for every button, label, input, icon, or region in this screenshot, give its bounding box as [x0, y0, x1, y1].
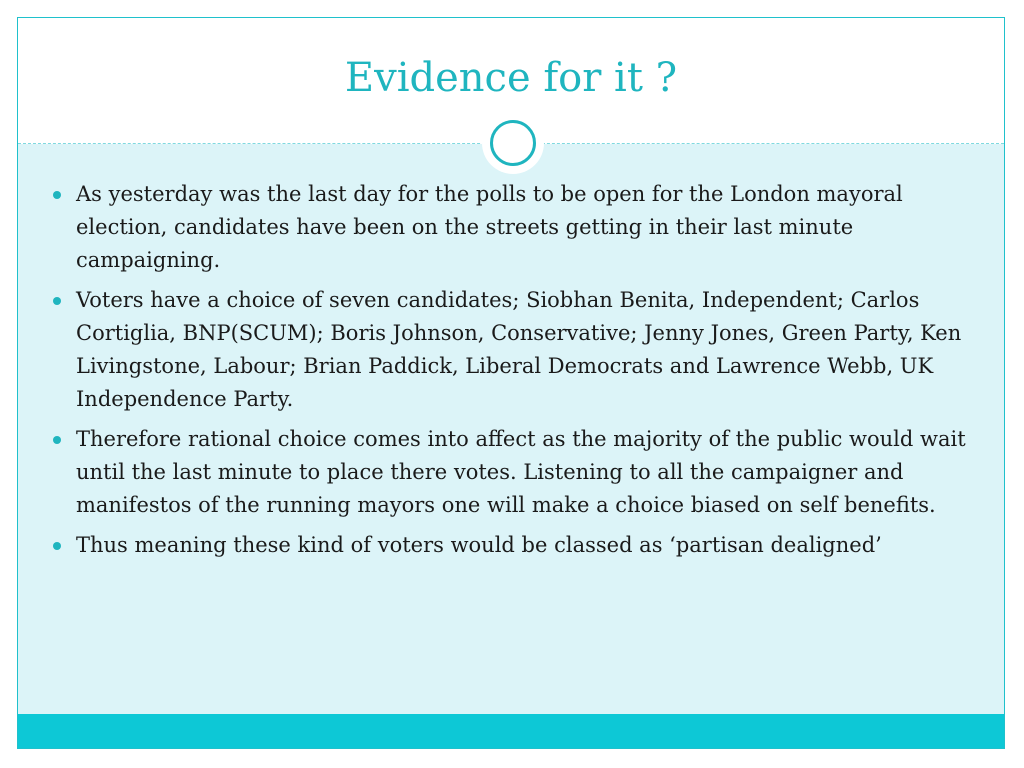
bullet-item [18, 284, 1004, 416]
bullet-item [18, 423, 1004, 522]
bullet-text: As yesterday was the last day for the polls to be open for the London mayoral election, candidates have been on the streets getting in their last minute campaigning. [76, 182, 903, 272]
bullet-item [18, 178, 1004, 277]
ring-ornament-inner [490, 120, 536, 166]
bullet-text: Therefore rational choice comes into affect as the majority of the public would wait until the last minute to place there votes. Listening to all the campaigner and manifestos of the running mayors one will make a choice biased on self benefits. [76, 427, 966, 517]
bullet-list [18, 178, 1004, 569]
footer-band [18, 714, 1004, 748]
ring-ornament-icon [482, 112, 544, 174]
slide-frame [17, 17, 1005, 749]
bullet-dot-icon [53, 542, 61, 550]
bullet-text: Thus meaning these kind of voters would be classed as ‘partisan dealigned’ [76, 533, 882, 557]
bullet-dot-icon [53, 191, 61, 199]
bullet-item [18, 529, 1004, 562]
bullet-dot-icon [53, 436, 61, 444]
bullet-text: Voters have a choice of seven candidates; Siobhan Benita, Independent; Carlos Cortiglia, BNP(SCUM); Boris Johnson, Conservative; Jenny Jones, Green Party, Ken Livingstone, Labour; Brian Paddick, Liberal Democrats and Lawrence Webb, UK Independence Party. [76, 288, 962, 411]
slide-title: Evidence for it ? [344, 55, 678, 101]
bullet-dot-icon [53, 297, 61, 305]
